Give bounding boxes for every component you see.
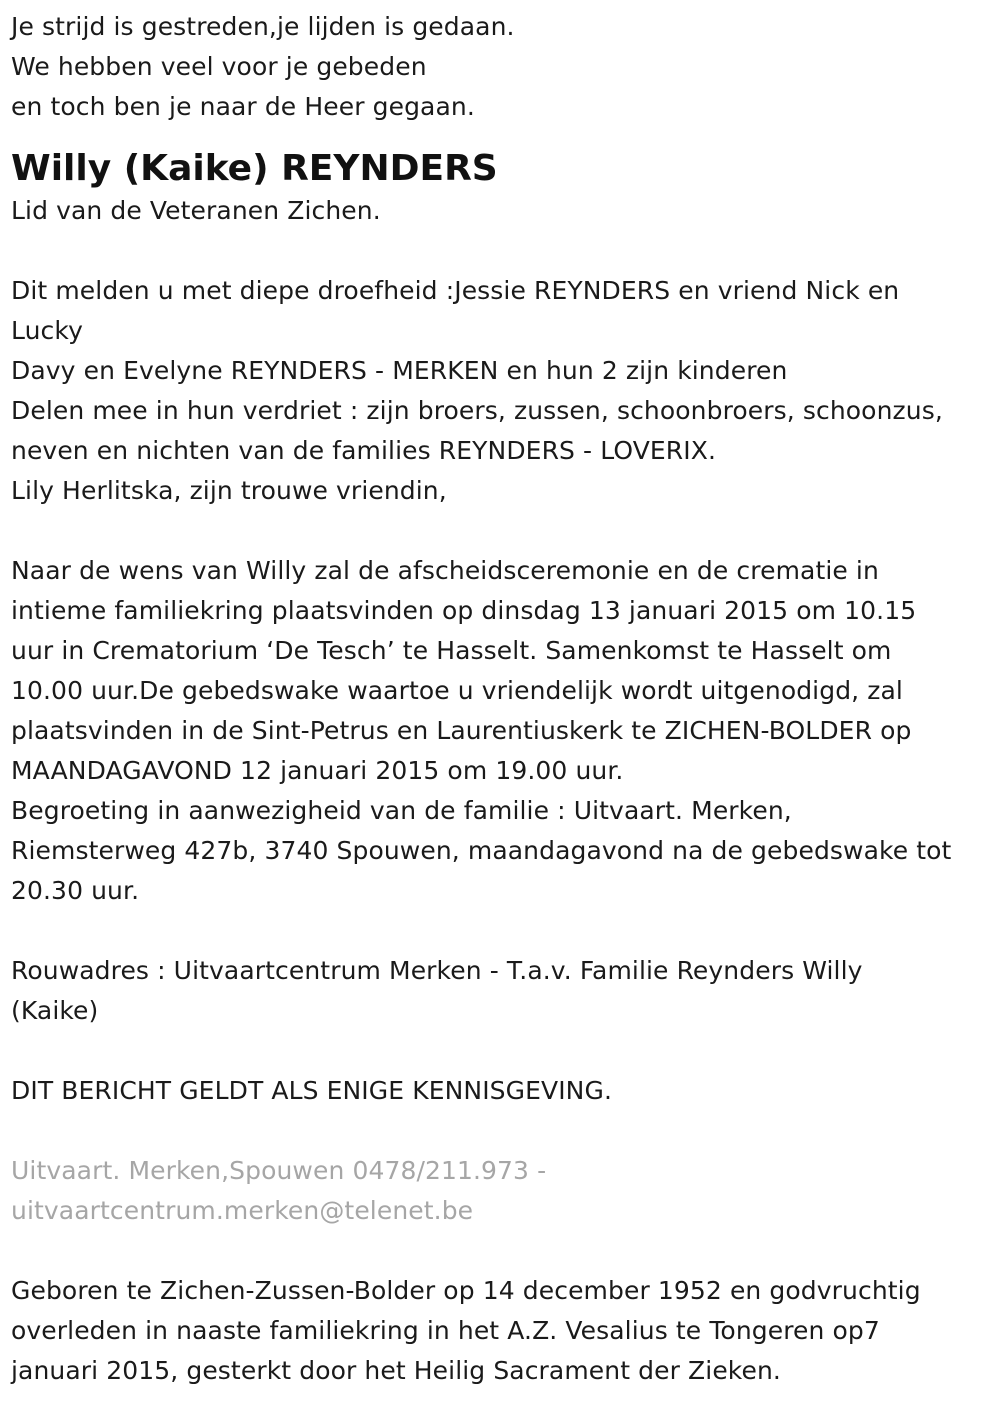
ceremony-line: Begroeting in aanwezigheid van de familie : Uitvaart. Merken, bbox=[11, 796, 792, 825]
mourning-address-block bbox=[11, 951, 996, 1031]
ceremony-line: MAANDAGAVOND 12 januari 2015 om 19.00 uur. bbox=[11, 756, 624, 785]
ceremony-line: uur in Crematorium ‘De Tesch’ te Hasselt. Samenkomst te Hasselt om bbox=[11, 636, 892, 665]
funeral-contact-block bbox=[11, 1151, 996, 1231]
family-line: neven en nichten van de families REYNDERS - LOVERIX. bbox=[11, 436, 717, 465]
family-line: Davy en Evelyne REYNDERS - MERKEN en hun 2 zijn kinderen bbox=[11, 356, 788, 385]
ceremony-block bbox=[11, 551, 996, 911]
ceremony-line: Naar de wens van Willy zal de afscheidsceremonie en de crematie in bbox=[11, 556, 879, 585]
mourning-address-line: Rouwadres : Uitvaartcentrum Merken - T.a.v. Familie Reynders Willy bbox=[11, 956, 863, 985]
birth-death-line: overleden in naaste familiekring in het A.Z. Vesalius te Tongeren op7 bbox=[11, 1316, 880, 1345]
membership-line: Lid van de Veteranen Zichen. bbox=[11, 196, 381, 225]
obituary-document bbox=[11, 7, 996, 1391]
spacer bbox=[11, 1031, 996, 1071]
notice-line: DIT BERICHT GELDT ALS ENIGE KENNISGEVING. bbox=[11, 1076, 612, 1105]
poem-block bbox=[11, 7, 996, 127]
birth-death-line: Geboren te Zichen-Zussen-Bolder op 14 december 1952 en godvruchtig bbox=[11, 1276, 921, 1305]
ceremony-line: 20.30 uur. bbox=[11, 876, 140, 905]
birth-death-block bbox=[11, 1271, 996, 1391]
ceremony-line: Riemsterweg 427b, 3740 Spouwen, maandagavond na de gebedswake tot bbox=[11, 836, 952, 865]
spacer bbox=[11, 231, 996, 271]
deceased-name: Willy (Kaike) REYNDERS bbox=[11, 148, 498, 189]
funeral-contact-line: Uitvaart. Merken,Spouwen 0478/211.973 - bbox=[11, 1156, 547, 1185]
poem-line: We hebben veel voor je gebeden bbox=[11, 52, 427, 81]
spacer bbox=[11, 911, 996, 951]
family-line: Lily Herlitska, zijn trouwe vriendin, bbox=[11, 476, 447, 505]
family-block bbox=[11, 271, 996, 511]
ceremony-line: intieme familiekring plaatsvinden op dinsdag 13 januari 2015 om 10.15 bbox=[11, 596, 917, 625]
family-line: Dit melden u met diepe droefheid :Jessie REYNDERS en vriend Nick en bbox=[11, 276, 900, 305]
family-line: Lucky bbox=[11, 316, 83, 345]
birth-death-line: januari 2015, gesterkt door het Heilig Sacrament der Zieken. bbox=[11, 1356, 781, 1385]
family-line: Delen mee in hun verdriet : zijn broers, zussen, schoonbroers, schoonzus, bbox=[11, 396, 943, 425]
spacer bbox=[11, 511, 996, 551]
poem-line: Je strijd is gestreden,je lijden is gedaan. bbox=[11, 12, 515, 41]
spacer bbox=[11, 1111, 996, 1151]
spacer bbox=[11, 1231, 996, 1271]
ceremony-line: 10.00 uur.De gebedswake waartoe u vriendelijk wordt uitgenodigd, zal bbox=[11, 676, 903, 705]
poem-line: en toch ben je naar de Heer gegaan. bbox=[11, 92, 475, 121]
funeral-contact-email: uitvaartcentrum.merken@telenet.be bbox=[11, 1196, 474, 1225]
mourning-address-line: (Kaike) bbox=[11, 996, 99, 1025]
ceremony-line: plaatsvinden in de Sint-Petrus en Laurentiuskerk te ZICHEN-BOLDER op bbox=[11, 716, 912, 745]
